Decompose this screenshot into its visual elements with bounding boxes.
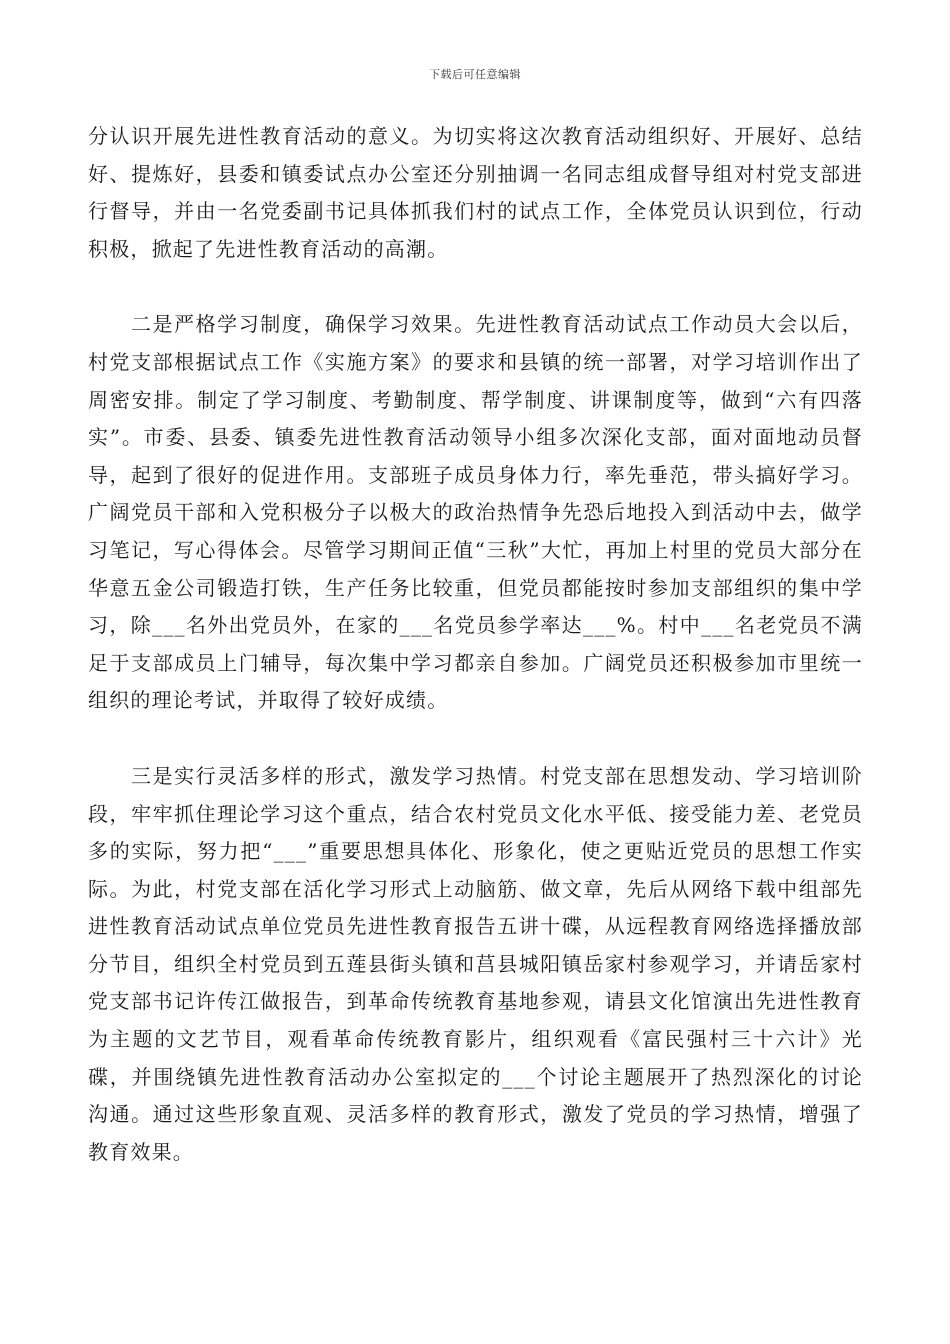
document-body <box>88 118 863 1171</box>
paragraph-1: 分认识开展先进性教育活动的意义。为切实将这次教育活动组织好、开展好、总结好、提炼好，县委和镇委试点办公室还分别抽调一名同志组成督导组对村党支部进行督导，并由一名党委副书记具体抓我们村的试点工作，全体党员认识到位，行动积极，掀起了先进性教育活动的高潮。 <box>88 124 863 261</box>
paragraph-gap <box>88 720 863 758</box>
paragraph-3: 三是实行灵活多样的形式，激发学习热情。村党支部在思想发动、学习培训阶段，牢牢抓住理论学习这个重点，结合农村党员文化水平低、接受能力差、老党员多的实际，努力把“___”重要思想具体化、形象化，使之更贴近党员的思想工作实际。为此，村党支部在活化学习形式上动脑筋、做文章，先后从网络下载中组部先进性教育活动试点单位党员先进性教育报告五讲十碟，从远程教育网络选择播放部分节目，组织全村党员到五莲县街头镇和莒县城阳镇岳家村参观学习，并请岳家村党支部书记许传江做报告，到革命传统教育基地参观，请县文化馆演出先进性教育为主题的文艺节目，观看革命传统教育影片，组织观看《富民强村三十六计》光碟，并围绕镇先进性教育活动办公室拟定的___个讨论主题展开了热烈深化的讨论沟通。通过这些形象直观、灵活多样的教育形式，激发了党员的学习热情，增强了教育效果。 <box>88 763 863 1164</box>
paragraph-2: 二是严格学习制度，确保学习效果。先进性教育活动试点工作动员大会以后，村党支部根据试点工作《实施方案》的要求和县镇的统一部署，对学习培训作出了周密安排。制定了学习制度、考勤制度、帮学制度、讲课制度等，做到“六有四落实”。市委、县委、镇委先进性教育活动领导小组多次深化支部，面对面地动员督导，起到了很好的促进作用。支部班子成员身体力行，率先垂范，带头搞好学习。广阔党员干部和入党积极分子以极大的政治热情争先恐后地投入到活动中去，做学习笔记，写心得体会。尽管学习期间正值“三秋”大忙，再加上村里的党员大部分在华意五金公司锻造打铁，生产任务比较重，但党员都能按时参加支部组织的集中学习，除___名外出党员外，在家的___名党员参学率达___%。村中___名老党员不满足于支部成员上门辅导，每次集中学习都亲自参加。广阔党员还积极参加市里统一组织的理论考试，并取得了较好成绩。 <box>88 312 863 713</box>
page-header: 下载后可任意编辑 <box>429 68 521 81</box>
paragraph-gap <box>88 268 863 306</box>
